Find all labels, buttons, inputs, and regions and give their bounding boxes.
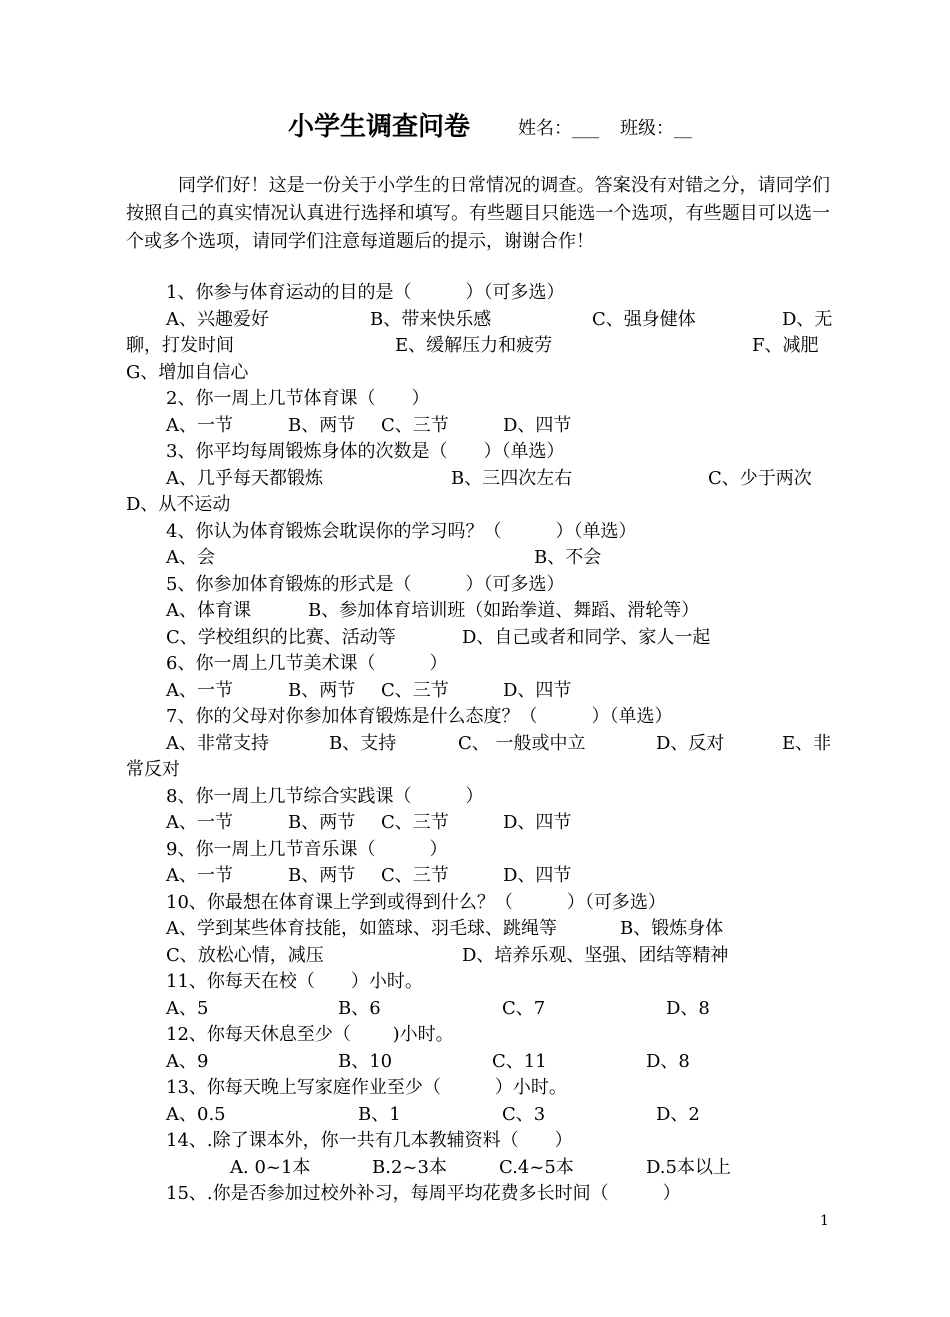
question-4: 4、你认为体育锻炼会耽误你的学习吗？（ ）（单选）: [166, 520, 637, 542]
question-4-options-line: [126, 545, 832, 572]
option-text: B、两节: [288, 812, 356, 833]
option-text: A、学到某些体育技能，如篮球、羽毛球、跳绳等: [166, 918, 557, 939]
option-text: B、两节: [288, 679, 356, 701]
option-text: A、非常支持: [166, 732, 269, 754]
option-text: A、会: [166, 547, 215, 568]
option-text: D、四节: [503, 865, 572, 886]
option-text: A、0.5: [166, 1103, 226, 1125]
question-list: [126, 280, 832, 1208]
question-6-options-line: [126, 678, 832, 705]
question-3-options-line: [126, 466, 832, 493]
option-text: A、一节: [166, 865, 233, 886]
option-text: D、8: [666, 997, 710, 1019]
question-12: 12、你每天休息至少（ )小时。: [166, 1024, 454, 1045]
option-text: C、三节: [381, 679, 449, 701]
option-text: B、10: [338, 1050, 393, 1072]
option-text: A、5: [166, 997, 209, 1019]
option-text: F、减肥: [752, 335, 819, 356]
option-text: A、9: [166, 1050, 209, 1072]
option-text: C、7: [502, 997, 546, 1019]
option-text: D、无: [782, 308, 833, 330]
question-7: 7、你的父母对你参加体育锻炼是什么态度？（ ）（单选）: [166, 706, 673, 727]
option-text: E、缓解压力和疲劳: [395, 335, 553, 356]
name-field: 姓名：___: [518, 118, 599, 139]
title-row: [0, 100, 950, 140]
question-9: 9、你一周上几节音乐课（ ）: [166, 838, 448, 860]
question-8: 8、你一周上几节综合实践课（ ）: [166, 785, 484, 807]
option-text: D、自己或者和同学、家人一起: [462, 626, 711, 648]
option-text: B、支持: [329, 732, 397, 754]
option-text: B、三四次左右: [451, 467, 573, 489]
option-text: 常反对: [126, 759, 180, 780]
option-text: B、不会: [534, 547, 602, 568]
option-text: B、两节: [288, 414, 356, 436]
question-11: 11、你每天在校（ ）小时。: [166, 971, 423, 992]
question-5: 5、你参加体育锻炼的形式是（ ）（可多选）: [166, 573, 565, 595]
option-text: B、参加体育培训班（如跆拳道、舞蹈、滑轮等）: [308, 600, 700, 621]
question-11-options-line: [126, 996, 832, 1023]
question-7-options-line: [126, 731, 832, 758]
question-10: 10、你最想在体育课上学到或得到什么？（ ）（可多选）: [166, 891, 666, 913]
option-text: C.4~5本: [499, 1156, 574, 1178]
question-12-options-line: [126, 1049, 832, 1076]
question-8-options-line: [126, 810, 832, 837]
option-text: C、 一般或中立: [458, 732, 586, 754]
option-text: 聊，打发时间: [126, 335, 234, 356]
option-text: B、6: [338, 997, 381, 1019]
option-text: C、强身健体: [592, 308, 696, 330]
intro-paragraph: [126, 172, 830, 256]
option-text: D、四节: [503, 414, 572, 436]
question-2: 2、你一周上几节体育课（ ）: [166, 388, 430, 409]
option-text: D、反对: [656, 732, 725, 754]
option-text: A、一节: [166, 812, 233, 833]
option-text: C、少于两次: [708, 467, 812, 489]
question-6: 6、你一周上几节美术课（ ）: [166, 653, 448, 674]
question-10-options-line: [126, 916, 832, 943]
option-text: A、一节: [166, 679, 233, 701]
question-5-options-line: [126, 625, 832, 652]
question-5-options-line: [126, 598, 832, 625]
question-10-options-line: [126, 943, 832, 970]
option-text: D、8: [646, 1050, 690, 1072]
option-text: D、培养乐观、坚强、团结等精神: [462, 944, 729, 966]
option-text: C、11: [492, 1050, 547, 1072]
option-text: A、一节: [166, 414, 233, 436]
option-text: B、带来快乐感: [370, 308, 492, 330]
option-text: A、几乎每天都锻炼: [166, 467, 323, 489]
question-3: 3、你平均每周锻炼身体的次数是（ ）（单选）: [166, 441, 565, 462]
option-text: C、放松心情，减压: [166, 944, 324, 966]
option-text: C、三节: [381, 865, 449, 886]
option-text: D、从不运动: [126, 494, 231, 515]
page-title: 小学生调查问卷: [288, 112, 471, 142]
option-text: D.5本以上: [646, 1156, 731, 1178]
question-15: 15、.你是否参加过校外补习，每周平均花费多长时间（ ）: [166, 1183, 681, 1204]
option-text: A、兴趣爱好: [166, 308, 269, 330]
question-13-options-line: [126, 1102, 832, 1129]
intro-text: 同学们好！这是一份关于小学生的日常情况的调查。答案没有对错之分，请同学们按照自己的真实情况认真进行选择和填写。有些题目只能选一个选项，有些题目可以选一个或多个选项，请同学们注意每道题后的提示，谢谢合作！: [126, 175, 830, 252]
option-text: D、四节: [503, 679, 572, 701]
option-text: D、2: [656, 1103, 700, 1125]
option-text: C、3: [502, 1103, 546, 1125]
option-text: B、1: [358, 1103, 401, 1125]
question-13: 13、你每天晚上写家庭作业至少（ ）小时。: [166, 1077, 567, 1098]
option-text: E、非: [782, 732, 832, 754]
question-9-options-line: [126, 863, 832, 890]
question-1-options-line: [126, 333, 832, 360]
page-number: 1: [820, 1213, 829, 1229]
question-1-options-line: [126, 360, 832, 387]
option-text: C、三节: [381, 812, 449, 833]
question-2-options-line: [126, 413, 832, 440]
question-1-options-line: [126, 307, 832, 334]
option-text: C、三节: [381, 414, 449, 436]
question-1: 1、你参与体育运动的目的是（ ）（可多选）: [166, 282, 565, 303]
question-3-options-line: [126, 492, 832, 519]
option-text: B、两节: [288, 865, 356, 886]
option-text: D、四节: [503, 812, 572, 833]
option-text: C、学校组织的比赛、活动等: [166, 626, 396, 648]
option-text: G、增加自信心: [126, 361, 249, 383]
question-14-options-line: [126, 1155, 832, 1182]
option-text: B.2~3本: [372, 1156, 447, 1178]
option-text: A、体育课: [166, 600, 251, 621]
option-text: B、锻炼身体: [620, 918, 724, 939]
class-field: 班级：__: [620, 118, 692, 139]
option-text: A. 0~1本: [230, 1156, 311, 1178]
question-14: 14、.除了课本外，你一共有几本教辅资料（ ）: [166, 1130, 573, 1151]
question-7-options-line: [126, 757, 832, 784]
